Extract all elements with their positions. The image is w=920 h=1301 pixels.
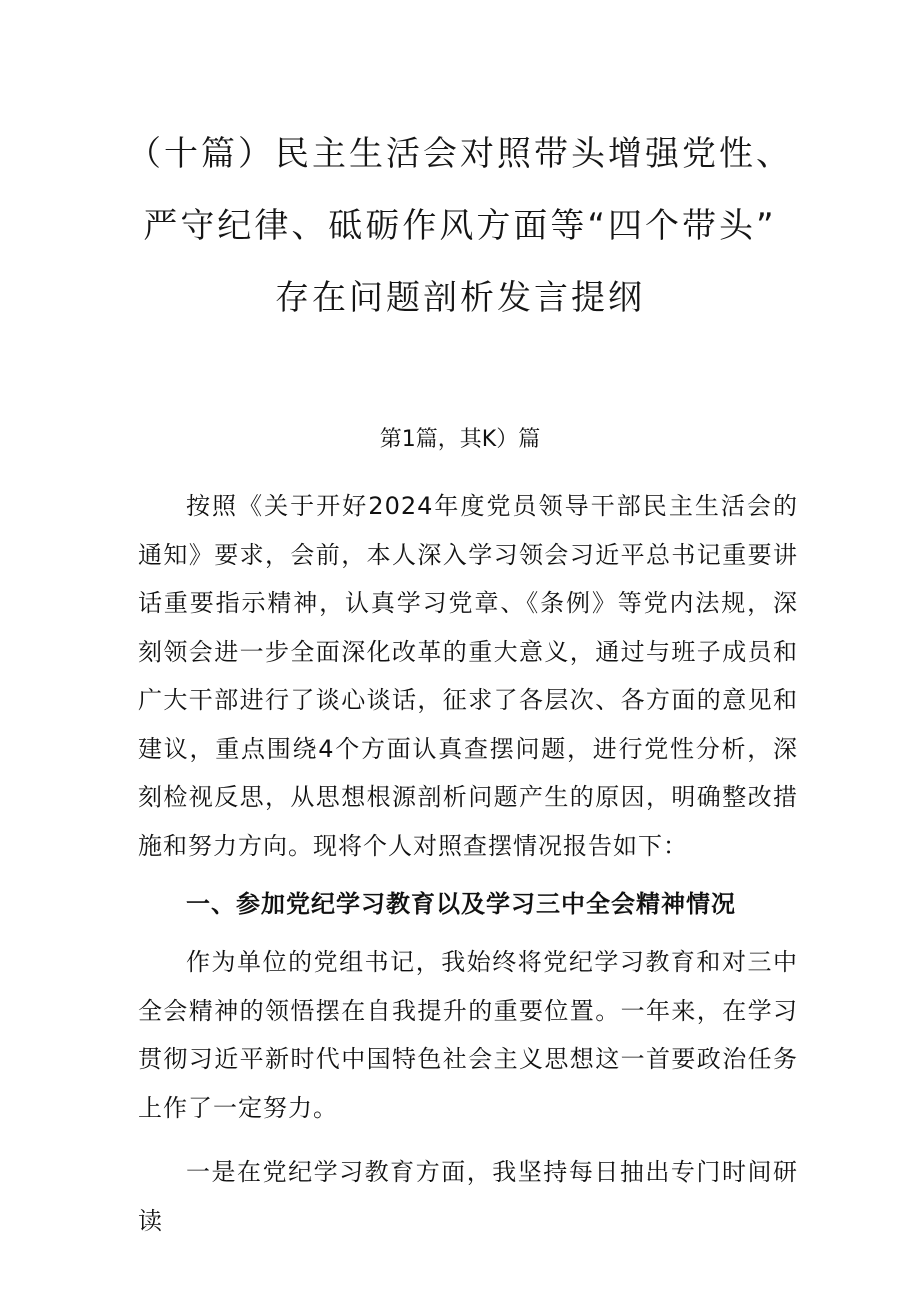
title-line-2: 严守纪律、砥砺作风方面等“四个带头” <box>143 206 777 246</box>
section-heading: 一、参加党纪学习教育以及学习三中全会精神情况 <box>186 890 736 918</box>
document-subtitle: 第1篇，其K）篇 <box>379 427 541 452</box>
paragraph-section-intro: 作为单位的党组书记，我始终将党纪学习教育和对三中全会精神的领悟摆在自我提升的重要位置。一年来，在学习贯彻习近平新时代中国特色社会主义思想这一首要政治任务上作了一定努力。 <box>138 948 798 1122</box>
document-title <box>0 118 920 334</box>
title-line-3: 存在问题剖析发言提纲 <box>275 278 645 318</box>
title-line-1: （十篇）民主生活会对照带头增强党性、 <box>127 134 793 174</box>
paragraph-point-one: 一是在党纪学习教育方面，我坚持每日抽出专门时间研读 <box>138 1158 798 1235</box>
paragraph-intro: 按照《关于开好2024年度党员领导干部民主生活会的通知》要求，会前，本人深入学习领会习近平总书记重要讲话重要指示精神，认真学习党章、《条例》等党内法规，深刻领会进一步全面深化改革的重大意义，通过与班子成员和广大干部进行了谈心谈话，征求了各层次、各方面的意见和建议，重点围绕4个方面认真查摆问题，进行党性分析，深刻检视反思，从思想根源剖析问题产生的原因，明确整改措施和努力方向。现将个人对照查摆情况报告如下： <box>138 492 798 860</box>
